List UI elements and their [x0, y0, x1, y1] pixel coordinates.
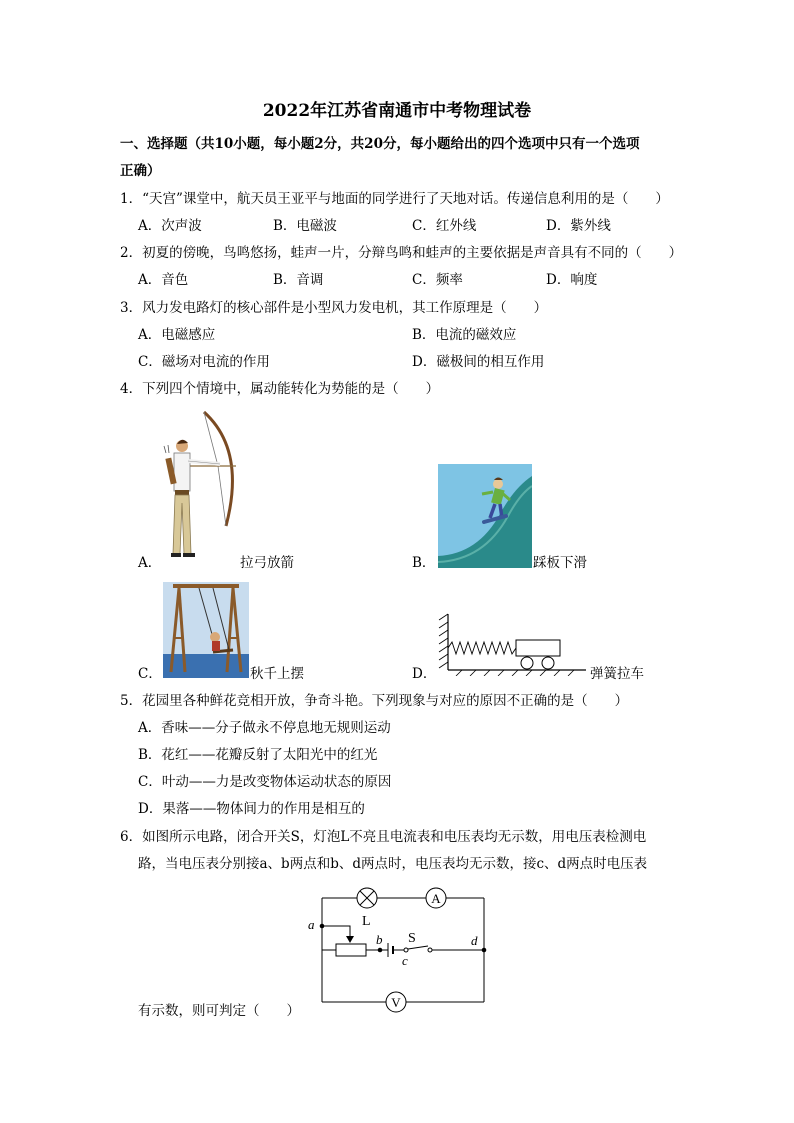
q5-option-b: B．花红——花瓣反射了太阳光中的红光 — [138, 747, 378, 763]
circuit-diagram — [300, 880, 500, 1020]
switch-label: S — [408, 931, 416, 946]
q2-option-a: A．音色 — [138, 272, 189, 288]
node-a-dot — [320, 924, 325, 929]
q1-option-c: C．红外线 — [412, 218, 477, 234]
q3-option-a: A．电磁感应 — [138, 327, 216, 343]
q3-option-c: C．磁场对电流的作用 — [138, 354, 270, 370]
q4-option-c-caption: 秋千上摆 — [250, 666, 304, 682]
q4-option-a-caption: 拉弓放箭 — [240, 555, 294, 571]
q6-stem-line3: 有示数，则可判定（ ） — [138, 1003, 300, 1019]
voltmeter-label: V — [391, 995, 401, 1010]
node-d-dot — [482, 948, 487, 953]
q4-option-d-letter: D． — [412, 666, 437, 682]
section-heading-cont: 正确） — [120, 163, 161, 179]
q2-option-c: C．频率 — [412, 272, 463, 288]
q3-option-b: B．电流的磁效应 — [412, 327, 517, 343]
q3-option-d: D．磁极间的相互作用 — [412, 354, 545, 370]
q1-option-d: D．紫外线 — [546, 218, 611, 234]
q1-stem: 1．“天宫”课堂中，航天员王亚平与地面的同学进行了天地对话。传递信息利用的是（ ） — [120, 191, 669, 207]
q2-option-d: D．响度 — [546, 272, 598, 288]
q1-option-a: A．次声波 — [138, 218, 202, 234]
node-b-dot — [378, 948, 383, 953]
page-title: 2022年江苏省南通市中考物理试卷 — [262, 101, 532, 121]
q4-option-c-letter: C． — [138, 666, 162, 682]
node-b-label: b — [376, 932, 383, 947]
q4-option-b-letter: B． — [412, 555, 436, 571]
node-a-label: a — [308, 917, 315, 932]
switch-lever — [408, 946, 428, 949]
spring-cart-image — [436, 612, 586, 676]
rheostat-slider — [322, 926, 350, 940]
rheostat-symbol — [336, 944, 366, 956]
lamp-symbol — [357, 888, 377, 908]
ammeter-label: A — [431, 891, 441, 906]
q4-option-b-caption: 踩板下滑 — [533, 555, 587, 571]
q2-stem: 2．初夏的傍晚，鸟鸣悠扬，蛙声一片，分辩鸟鸣和蛙声的主要依据是声音具有不同的（ ） — [120, 245, 683, 261]
q5-option-c: C．叶动——力是改变物体运动状态的原因 — [138, 774, 392, 790]
node-d-label: d — [471, 933, 478, 948]
switch-pivot — [404, 948, 408, 952]
node-c-label: c — [402, 953, 408, 968]
q4-stem: 4．下列四个情境中，属动能转化为势能的是（ ） — [120, 381, 440, 397]
lamp-label: L — [362, 914, 371, 929]
q2-option-b: B．音调 — [273, 272, 324, 288]
swing-image — [163, 582, 249, 678]
section-heading: 一、选择题（共10小题，每小题2分，共20分，每小题给出的四个选项中只有一个选项 — [120, 136, 640, 152]
q4-option-a-letter: A． — [138, 555, 162, 571]
q3-stem: 3．风力发电路灯的核心部件是小型风力发电机，其工作原理是（ ） — [120, 300, 548, 316]
q5-option-a: A．香味——分子做永不停息地无规则运动 — [138, 720, 391, 736]
archer-image — [160, 408, 240, 563]
q6-stem-line1: 6．如图所示电路，闭合开关S，灯泡L不亮且电流表和电压表均无示数，用电压表检测电 — [120, 829, 647, 845]
q5-stem: 5．花园里各种鲜花竞相开放，争奇斗艳。下列现象与对应的原因不正确的是（ ） — [120, 693, 629, 709]
skateboard-slope-image — [438, 464, 532, 568]
q4-option-d-caption: 弹簧拉车 — [590, 666, 644, 682]
q5-option-d: D．果落——物体间力的作用是相互的 — [138, 801, 365, 817]
q6-stem-line2: 路，当电压表分别接a、b两点和b、d两点时，电压表均无示数，接c、d两点时电压表 — [138, 856, 648, 872]
q1-option-b: B．电磁波 — [273, 218, 337, 234]
switch-contact — [428, 948, 432, 952]
